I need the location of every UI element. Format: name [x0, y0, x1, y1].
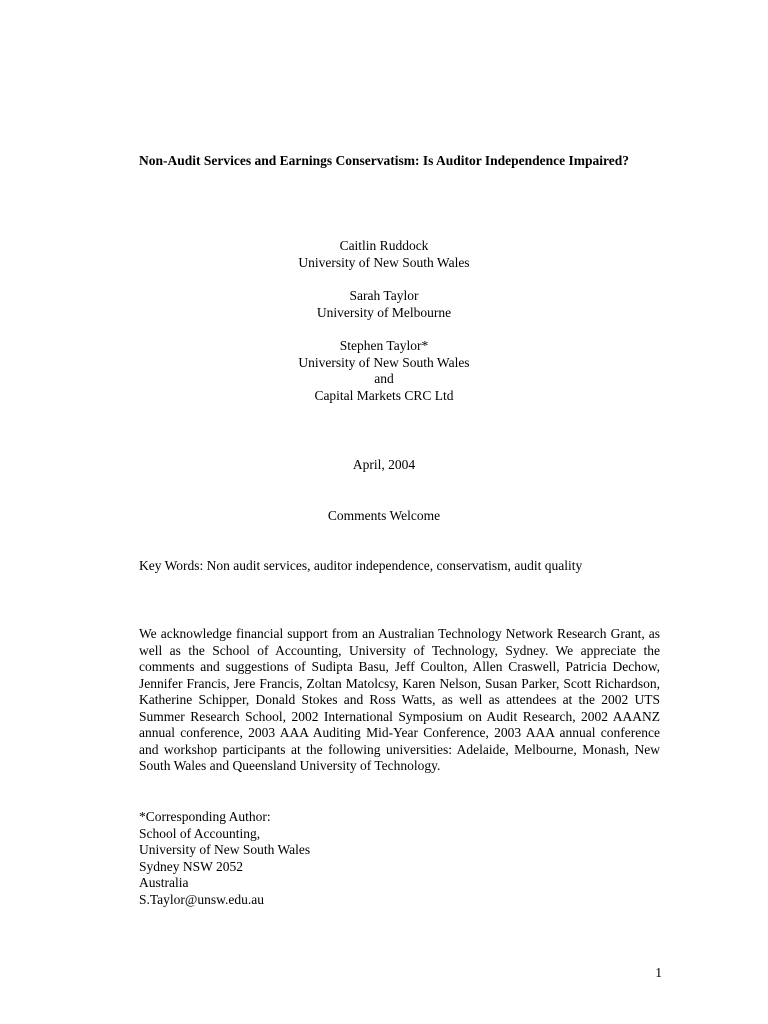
author-affiliation: University of Melbourne — [316, 304, 452, 320]
address-line: School of Accounting, — [139, 825, 261, 841]
corresponding-author — [139, 809, 539, 908]
author-block-2 — [0, 288, 768, 321]
address-line: Australia — [139, 875, 189, 890]
comments-note: Comments Welcome — [327, 508, 441, 523]
paper-date: April, 2004 — [352, 457, 416, 472]
author-conjunction: and — [374, 371, 394, 386]
author-affiliation: Capital Markets CRC Ltd — [314, 387, 454, 403]
author-affiliation: University of New South Wales — [298, 254, 470, 270]
address-line: University of New South Wales — [139, 842, 311, 857]
page-number: 1 — [655, 965, 662, 980]
author-block-1 — [0, 238, 768, 271]
keywords-line: Key Words: Non audit services, auditor independence, conservatism, audit quality — [139, 558, 583, 573]
address-line: Sydney NSW 2052 — [139, 858, 244, 874]
paper-title: Non-Audit Services and Earnings Conservatism: Is Auditor Independence Impaired? — [138, 153, 630, 168]
author-block-3 — [0, 338, 768, 404]
author-name: Caitlin Ruddock — [339, 238, 429, 253]
corresponding-heading: *Corresponding Author: — [139, 809, 271, 824]
author-name: Sarah Taylor — [349, 288, 419, 303]
acknowledgement-paragraph: We acknowledge financial support from an Australian Technology Network Research Grant, as well as the School of Accounting, University of Technology, Sydney. We appreciate the comments and suggestions of Sudipta Basu, Jeff Coulton, Allen Craswell, Patricia Dechow, Jennifer Francis, Jere Francis, Zoltan Matolcsy, Karen Nelson, Susan Parker, Scott Richardson, Katherine Schipper, Donald Stokes and Ross Watts, as well as attendees at the 2002 UTS Summer Research School, 2002 International Symposium on Audit Research, 2002 AAANZ annual conference, 2003 AAA Auditing Mid-Year Conference, 2003 AAA annual conference and workshop participants at the following universities: Adelaide, Melbourne, Monash, New South Wales and Queensland University of Technology. — [139, 626, 660, 773]
author-affiliation: University of New South Wales — [298, 354, 470, 370]
author-name: Stephen Taylor* — [339, 338, 429, 353]
author-list — [0, 238, 768, 421]
email-address: S.Taylor@unsw.edu.au — [139, 891, 264, 907]
